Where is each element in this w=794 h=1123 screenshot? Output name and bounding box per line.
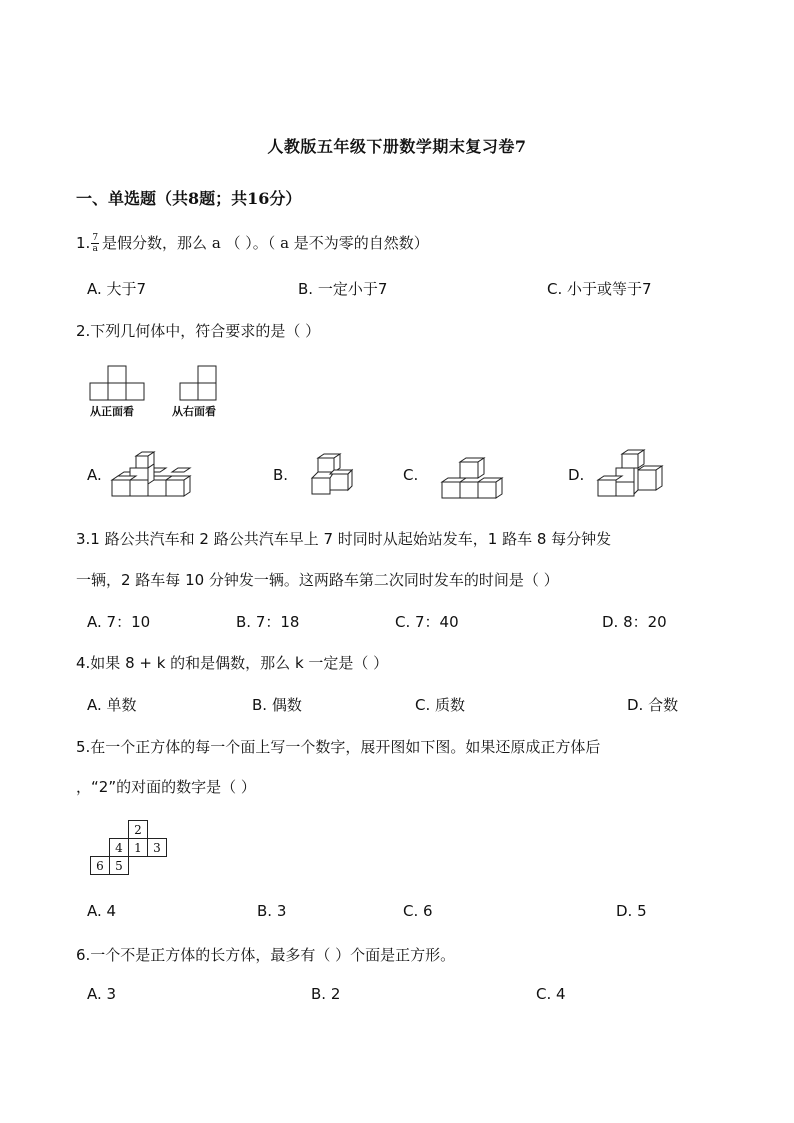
fraction xyxy=(91,233,99,254)
q1-option-c[interactable]: C. 小于或等于7 xyxy=(547,280,652,298)
question-5-line-2: ，“2”的对面的数字是（ ） xyxy=(76,778,256,796)
section-heading: 一、单选题（共8题；共16分） xyxy=(76,189,302,208)
question-1-prefix: 1. xyxy=(76,234,91,252)
cube-net xyxy=(90,820,167,875)
q2-option-b-cubes[interactable] xyxy=(312,454,356,498)
question-3-line-1: 3.1 路公共汽车和 2 路公共汽车早上 7 时同时从起始站发车，1 路车 8 每分钟发 xyxy=(76,530,612,548)
question-5-line-1: 5.在一个正方体的每一个面上写一个数字，展开图如下图。如果还原成正方体后 xyxy=(76,738,601,756)
q3-option-d[interactable]: D. 8：20 xyxy=(602,613,667,631)
net-cell: 6 xyxy=(91,857,110,875)
front-view-label: 从正面看 xyxy=(90,405,134,418)
q5-option-a[interactable]: A. 4 xyxy=(87,902,117,920)
net-cell: 5 xyxy=(110,857,129,875)
q2-option-d[interactable]: D. xyxy=(568,466,585,484)
question-6-text: 6.一个不是正方体的长方体，最多有（ ）个面是正方形。 xyxy=(76,946,456,964)
right-view-figure xyxy=(180,366,220,402)
net-cell: 1 xyxy=(129,839,148,857)
net-cell: 2 xyxy=(129,821,148,839)
q3-option-c[interactable]: C. 7：40 xyxy=(395,613,459,631)
q2-option-d-cubes[interactable] xyxy=(598,450,664,498)
q3-option-b[interactable]: B. 7：18 xyxy=(236,613,300,631)
q6-option-b[interactable]: B. 2 xyxy=(311,985,341,1003)
q4-option-a[interactable]: A. 单数 xyxy=(87,696,137,714)
question-3-line-2: 一辆，2 路车每 10 分钟发一辆。这两路车第二次同时发车的时间是（ ） xyxy=(76,571,559,589)
question-1 xyxy=(76,232,429,254)
q2-option-c-cubes[interactable] xyxy=(442,458,502,500)
front-view-figure xyxy=(90,366,150,402)
fraction-numerator: 7 xyxy=(92,233,99,243)
q2-option-c[interactable]: C. xyxy=(403,466,419,484)
net-cell: 3 xyxy=(148,839,167,857)
question-1-text: 是假分数，那么 a （ ）。（ a 是不为零的自然数） xyxy=(102,234,429,252)
q5-option-d[interactable]: D. 5 xyxy=(616,902,647,920)
fraction-denominator: a xyxy=(92,244,98,254)
q2-option-b[interactable]: B. xyxy=(273,466,289,484)
q4-option-c[interactable]: C. 质数 xyxy=(415,696,466,714)
q5-option-c[interactable]: C. 6 xyxy=(403,902,433,920)
question-2-text: 2.下列几何体中，符合要求的是（ ） xyxy=(76,322,321,340)
q1-option-b[interactable]: B. 一定小于7 xyxy=(298,280,388,298)
q6-option-c[interactable]: C. 4 xyxy=(536,985,566,1003)
q5-option-b[interactable]: B. 3 xyxy=(257,902,287,920)
page-title: 人教版五年级下册数学期末复习卷7 xyxy=(267,137,527,156)
q3-option-a[interactable]: A. 7：10 xyxy=(87,613,151,631)
q6-option-a[interactable]: A. 3 xyxy=(87,985,117,1003)
q4-option-b[interactable]: B. 偶数 xyxy=(252,696,302,714)
q2-option-a[interactable]: A. xyxy=(87,466,102,484)
q4-option-d[interactable]: D. 合数 xyxy=(627,696,679,714)
net-cell: 4 xyxy=(110,839,129,857)
right-view-label: 从右面看 xyxy=(172,405,216,418)
q2-option-a-cubes[interactable] xyxy=(112,452,198,496)
question-4-text: 4.如果 8 + k 的和是偶数，那么 k 一定是（ ） xyxy=(76,654,389,672)
q1-option-a[interactable]: A. 大于7 xyxy=(87,280,147,298)
